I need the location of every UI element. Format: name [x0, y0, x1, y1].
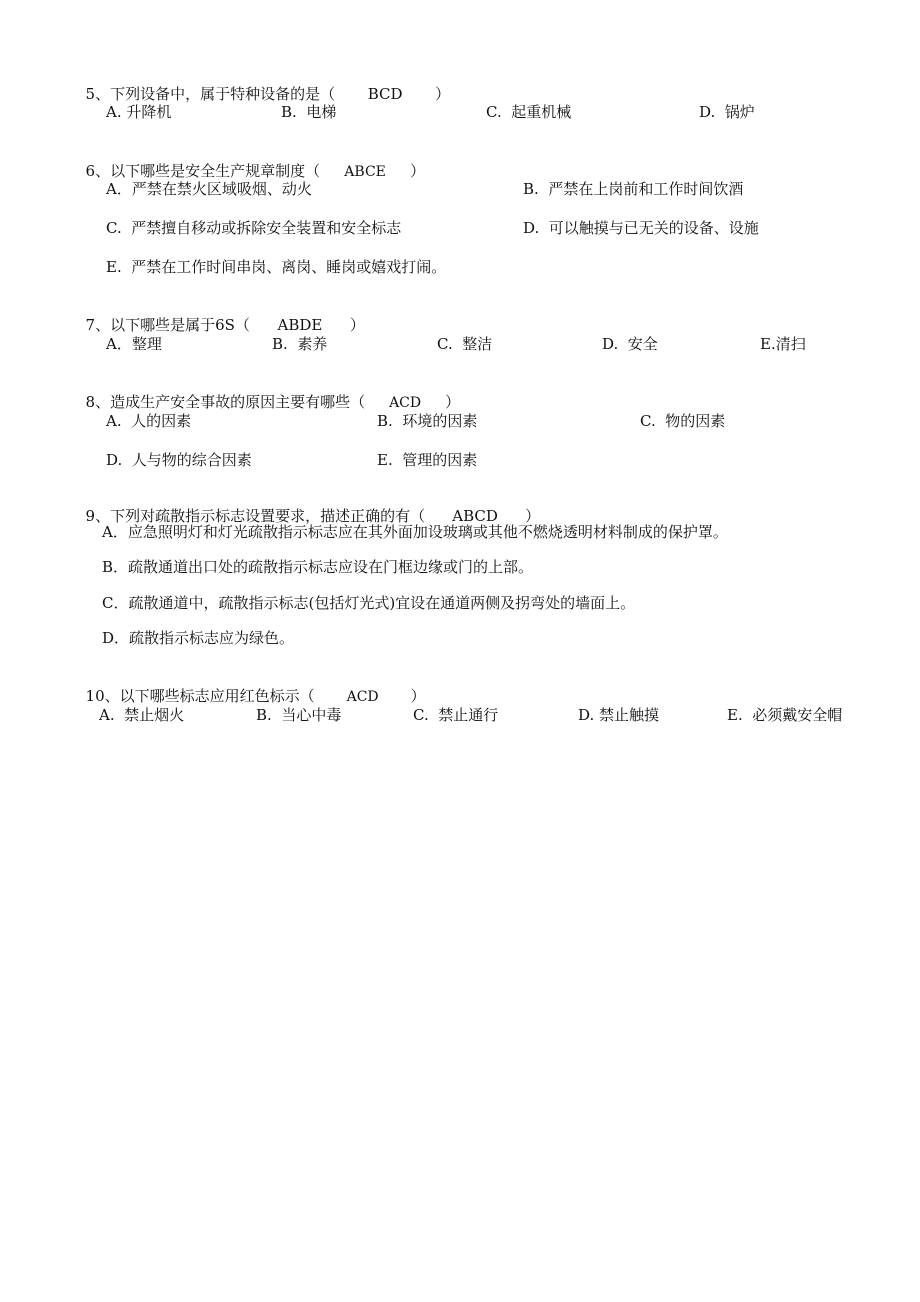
question-stem-text: 8、造成生产安全事故的原因主要有哪些（ — [85, 393, 366, 411]
close-paren: ） — [435, 85, 451, 103]
question-5-stem — [76, 64, 450, 104]
option-c: C. 物的因素 — [640, 412, 726, 430]
question-stem-text: 10、以下哪些标志应用红色标示（ — [85, 687, 315, 705]
question-9-stem — [76, 486, 540, 526]
option-c: C. 整洁 — [437, 335, 493, 353]
answer-text: ACD — [389, 395, 422, 411]
close-paren: ） — [410, 687, 426, 705]
option-c: C．疏散通道中，疏散指示标志(包括灯光式)宜设在通道两侧及拐弯处的墙面上。 — [102, 594, 636, 612]
option-d: D. 安全 — [602, 335, 658, 353]
option-b: B. 严禁在上岗前和工作时间饮酒 — [523, 180, 744, 198]
option-a: A．应急照明灯和灯光疏散指示标志应在其外面加设玻璃或其他不燃烧透明材料制成的保护罩。 — [102, 523, 728, 541]
option-e: E. 必须戴安全帽 — [727, 706, 843, 724]
answer-text: ABCE — [344, 164, 386, 180]
option-e: E. 管理的因素 — [377, 451, 478, 469]
option-a: A. 升降机 — [106, 103, 172, 121]
option-b: B. 素养 — [272, 335, 328, 353]
option-a: A. 人的因素 — [106, 412, 192, 430]
option-b: B．疏散通道出口处的疏散指示标志应设在门框边缘或门的上部。 — [102, 558, 534, 576]
question-stem-text: 5、下列设备中，属于特种设备的是（ — [85, 85, 336, 103]
answer-text: ABCD — [452, 507, 498, 525]
close-paren: ） — [410, 162, 426, 180]
close-paren: ） — [525, 507, 541, 525]
close-paren: ） — [445, 393, 461, 411]
question-stem-text: 7、以下哪些是属于6S（ — [85, 316, 250, 334]
option-b: B. 电梯 — [281, 103, 337, 121]
option-b: B. 当心中毒 — [256, 706, 342, 724]
option-a: A．整理 — [106, 335, 162, 353]
option-e: E.清扫 — [760, 335, 806, 353]
option-a: A．严禁在禁火区域吸烟、动火 — [106, 180, 312, 198]
option-e: E. 严禁在工作时间串岗、离岗、睡岗或嬉戏打闹。 — [106, 258, 447, 276]
option-c: C. 严禁擅自移动或拆除安全装置和安全标志 — [106, 219, 402, 237]
answer-text: ACD — [346, 689, 379, 705]
question-7-stem — [76, 295, 365, 335]
question-10-stem — [76, 666, 426, 707]
answer-text: BCD — [367, 85, 403, 103]
answer-text: ABDE — [277, 316, 323, 334]
option-d: D. 禁止触摸 — [578, 706, 660, 724]
question-6-stem — [76, 141, 425, 182]
option-d: D. 可以触摸与已无关的设备、设施 — [523, 219, 759, 237]
question-8-stem — [76, 372, 460, 413]
option-d: D. 锅炉 — [699, 103, 755, 121]
option-c: C. 起重机械 — [486, 103, 572, 121]
option-b: B. 环境的因素 — [377, 412, 478, 430]
option-a: A. 禁止烟火 — [99, 706, 185, 724]
question-stem-text: 9、下列对疏散指示标志设置要求，描述正确的有（ — [85, 507, 426, 525]
option-d: D．疏散指示标志应为绿色。 — [102, 629, 295, 647]
option-c: C. 禁止通行 — [413, 706, 499, 724]
question-stem-text: 6、以下哪些是安全生产规章制度（ — [85, 162, 321, 180]
close-paren: ） — [349, 316, 365, 334]
option-d: D. 人与物的综合因素 — [106, 451, 252, 469]
